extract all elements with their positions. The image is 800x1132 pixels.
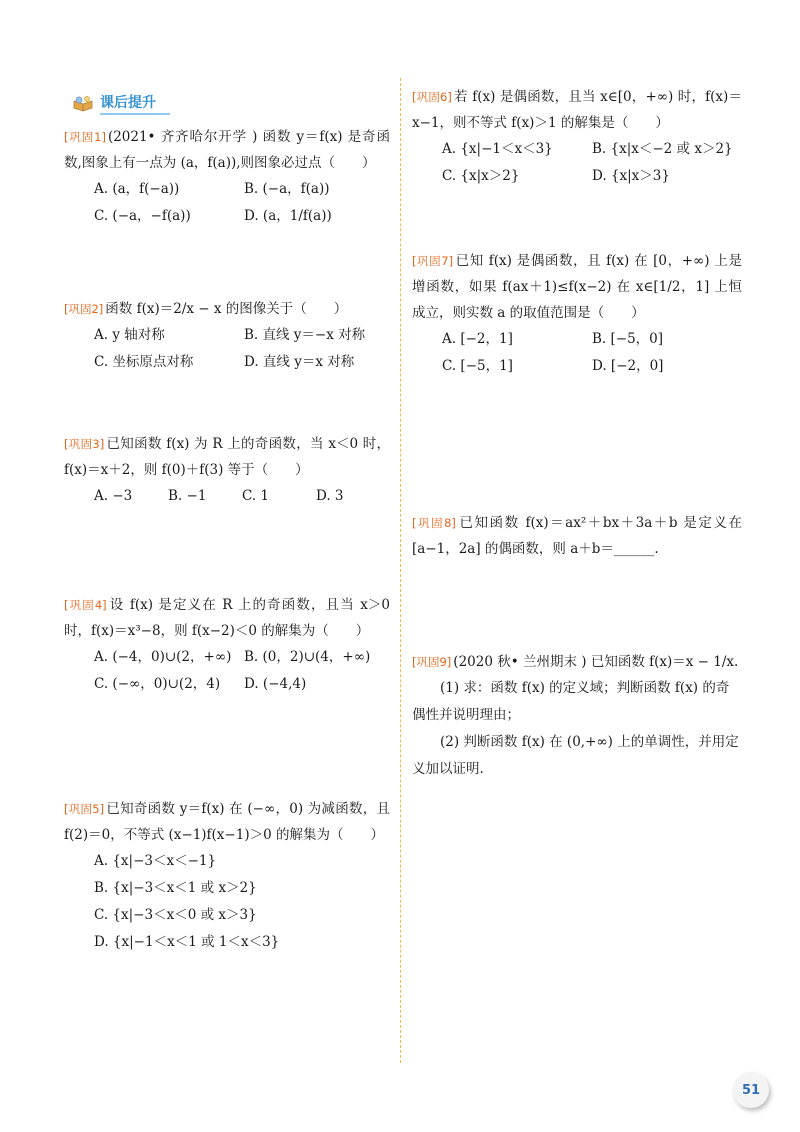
options xyxy=(442,136,742,190)
question-tag: [巩固3] xyxy=(64,437,105,451)
question-tag: [巩固7] xyxy=(412,254,454,268)
question-stem: 已知奇函数 y＝f(x) 在 (−∞，0) 为减函数，且 f(2)＝0，不等式 (x−1)f(x−1)＞0 的解集为（ ） xyxy=(64,801,390,843)
option-c: C. [−5，1] xyxy=(442,358,513,374)
option-c: C. {x|−3＜x＜0 或 x＞3} xyxy=(94,907,257,923)
option-b: B. {x|x＜−2 或 x＞2} xyxy=(592,141,733,157)
option-d: D. (a，1/f(a)) xyxy=(244,208,332,224)
question-2 xyxy=(64,296,390,376)
option-a: A. {x|−3＜x＜−1} xyxy=(94,853,217,869)
option-a: A. {x|−1＜x＜3} xyxy=(442,141,553,157)
question-stem: 设 f(x) 是定义在 R 上的奇函数，且当 x＞0 时，f(x)＝x³−8，则 f(x−2)＜0 的解集为（ ） xyxy=(64,597,391,639)
question-tag: [巩固5] xyxy=(64,802,105,816)
option-d: D. [−2，0] xyxy=(592,358,664,374)
option-b: B. (0，2)∪(4，+∞) xyxy=(244,649,371,665)
option-a: A. (−4，0)∪(2，+∞) xyxy=(94,649,232,665)
options xyxy=(94,644,390,698)
question-tag: [巩固9] xyxy=(412,655,452,669)
column-divider xyxy=(400,78,401,1063)
option-c: C. (−∞，0)∪(2，4) xyxy=(94,676,221,692)
option-a: A. −3 xyxy=(94,488,133,504)
option-c: C. 坐标原点对称 xyxy=(94,354,194,370)
option-c: C. 1 xyxy=(242,488,270,504)
book-icon xyxy=(72,95,94,113)
option-d: D. 3 xyxy=(316,488,344,504)
option-b: B. {x|−3＜x＜1 或 x＞2} xyxy=(94,880,257,896)
option-d: D. 直线 y＝x 对称 xyxy=(244,354,355,370)
option-b: B. [−5，0] xyxy=(592,331,664,347)
options xyxy=(94,176,390,230)
option-b: B. 直线 y＝−x 对称 xyxy=(244,327,366,343)
question-8 xyxy=(412,510,742,562)
option-a: A. y 轴对称 xyxy=(94,327,165,343)
question-tag: [巩固8] xyxy=(412,516,456,530)
left-column xyxy=(64,78,391,950)
question-stem: 函数 f(x)＝2/x − x 的图像关于（ ） xyxy=(105,301,348,317)
question-stem: 已知函数 f(x) 为 R 上的奇函数，当 x＜0 时，f(x)＝x＋2，则 f(0)＋f(3) 等于（ ） xyxy=(64,436,390,478)
question-tag: [巩固2] xyxy=(64,302,104,316)
section-title: 课后提升 xyxy=(100,92,170,115)
option-a: A. [−2，1] xyxy=(442,331,513,347)
option-d: D. (−4,4) xyxy=(244,676,307,692)
question-tag: [巩固1] xyxy=(64,130,106,144)
page-number: 51 xyxy=(733,1072,769,1108)
sub-question-1: (1) 求：函数 f(x) 的定义域；判断函数 f(x) 的奇偶性并说明理由； xyxy=(412,680,730,723)
question-stem: 已知函数 f(x)＝ax²＋bx＋3a＋b 是定义在 [a−1，2a] 的偶函数，则 a＋b＝______. xyxy=(412,515,742,557)
options xyxy=(94,848,390,956)
option-a: A. (a，f(−a)) xyxy=(94,181,180,197)
sub-question-2: (2) 判断函数 f(x) 在 (0,+∞) 上的单调性，并用定义加以证明. xyxy=(412,734,739,777)
section-header xyxy=(72,92,390,115)
option-c: C. (−a，−f(a)) xyxy=(94,208,191,224)
question-tag: [巩固6] xyxy=(412,90,452,104)
options xyxy=(94,322,390,376)
question-stem: (2021• 齐齐哈尔开学 ) 函数 y＝f(x) 是奇函数,图象上有一点为 (a，f(a)),则图象必过点（ ） xyxy=(64,129,390,171)
question-stem: 已知 f(x) 是偶函数，且 f(x) 在 [0，+∞) 上是增函数，如果 f(ax＋1)≤f(x−2) 在 x∈[1/2，1] 上恒成立，则实数 a 的取值范围是（ ） xyxy=(412,253,742,321)
options xyxy=(94,483,390,510)
option-d: D. {x|−1＜x＜1 或 1＜x＜3} xyxy=(94,934,280,950)
question-7 xyxy=(412,248,742,380)
question-stem: (2020 秋• 兰州期末 ) 已知函数 f(x)＝x − 1/x. xyxy=(453,654,739,670)
question-stem: 若 f(x) 是偶函数，且当 x∈[0，+∞) 时，f(x)＝x−1，则不等式 f(x)＞1 的解集是（ ） xyxy=(412,89,742,131)
question-9 xyxy=(412,649,742,783)
question-5 xyxy=(64,796,390,956)
question-4 xyxy=(64,592,390,698)
option-b: B. (−a，f(a)) xyxy=(244,181,330,197)
option-c: C. {x|x＞2} xyxy=(442,168,520,184)
question-1 xyxy=(64,124,390,230)
question-3 xyxy=(64,431,390,510)
question-tag: [巩固4] xyxy=(64,598,107,612)
option-d: D. {x|x＞3} xyxy=(592,168,670,184)
options xyxy=(442,326,742,380)
option-b: B. −1 xyxy=(168,488,207,504)
question-6 xyxy=(412,84,742,190)
